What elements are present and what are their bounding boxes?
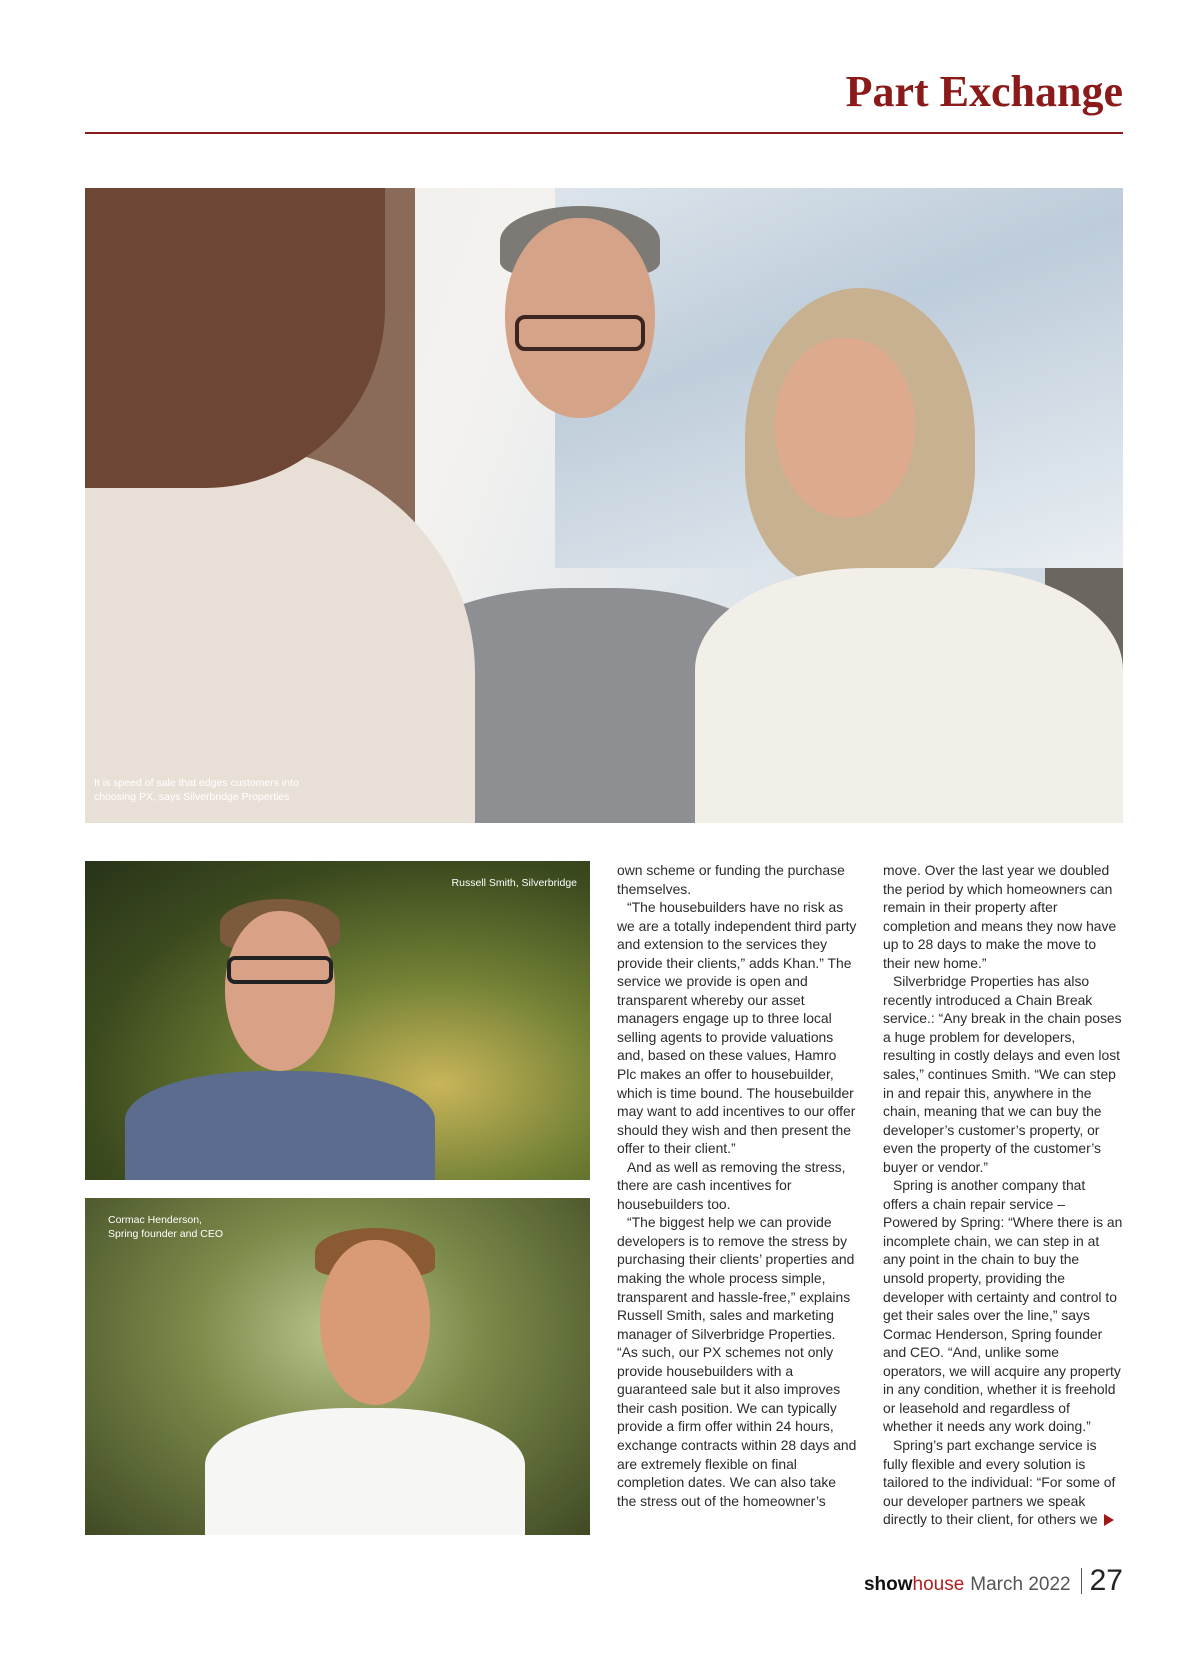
page-footer — [864, 1566, 1123, 1596]
brand-house: house — [912, 1574, 965, 1595]
section-title: Part Exchange — [845, 67, 1123, 116]
continue-arrow-icon — [1104, 1514, 1114, 1526]
cormac-caption-role: Spring founder and CEO — [108, 1228, 223, 1240]
paragraph: And as well as removing the stress, there are cash incentives for housebuilders too. — [617, 1158, 846, 1212]
paragraph-text: Spring’s part exchange service is fully flexible and every solution is tailored to the individual: “For some of our developer partners we speak directly to their client, for others we — [883, 1436, 1116, 1528]
paragraph: Silverbridge Properties has also recently introduced a Chain Break service.: “Any break in the chain poses a huge problem for developers, resulting in costly delays and even lost sales,” continues Smith. “We can step in and repair this, anywhere in the chain, meaning that we can buy the developer’s customer’s property, or even the property of the customer’s buyer or vendor.” — [883, 973, 1122, 1175]
paragraph: “The housebuilders have no risk as we are a totally independent third party and extension to the services they provide their clients,” adds Khan.” The service we provide is open and transparent whereby our asset managers engage up to three local selling agents to provide valuations and, based on these values, Hamro Plc makes an offer to housebuilder, which is time bound. The housebuilder may want to add incentives to our offer should they wish and then present the offer to their client.” — [617, 899, 857, 1157]
paragraph-last — [883, 1436, 1123, 1529]
paragraph: move. Over the last year we doubled the period by which homeowners can remain in their property after completion and means they now have up to 28 days to make the move to their new home.” — [883, 862, 1117, 971]
hero-caption: It is speed of sale that edges customers into choosing PX, says Silverbridge Properties — [94, 777, 299, 803]
russell-smith-photo — [85, 861, 590, 1180]
russell-caption: Russell Smith, Silverbridge — [451, 877, 577, 889]
title-rule — [85, 132, 1123, 134]
paragraph: own scheme or funding the purchase themselves. — [617, 862, 845, 897]
cormac-henderson-photo — [85, 1198, 590, 1535]
page-number: 27 — [1089, 1564, 1123, 1597]
brand-show: show — [863, 1574, 913, 1595]
article-column-2 — [883, 861, 1123, 1529]
cormac-caption-name: Cormac Henderson, — [108, 1214, 202, 1226]
issue-date: March 2022 — [970, 1574, 1071, 1595]
cormac-caption — [108, 1213, 288, 1241]
footer-divider — [1081, 1568, 1082, 1594]
paragraph: “The biggest help we can provide developers is to remove the stress by purchasing their clients’ properties and making the whole process simple, transparent and hassle-free,” explains Russell Smith, sales and marketing manager of Silverbridge Properties. “As such, our PX schemes not only provide housebuilders with a guaranteed sale but it also improves their cash position. We can typically provide a firm offer within 24 hours, exchange contracts within 28 days and are extremely flexible on final completion dates. We can also take the stress out of the homeowner’s — [617, 1214, 857, 1509]
hero-photo — [85, 188, 1123, 823]
paragraph: Spring is another company that offers a chain repair service – Powered by Spring: “Where there is an incomplete chain, we can step in at any point in the chain to buy the unsold property, providing the developer with certainty and control to get their sales over the line,” says Cormac Henderson, Spring founder and CEO. “And, unlike some operators, we will acquire any property in any condition, whether it is freehold or leasehold and regardless of whether it needs any work doing.” — [883, 1177, 1123, 1435]
article-column-1 — [617, 861, 857, 1510]
